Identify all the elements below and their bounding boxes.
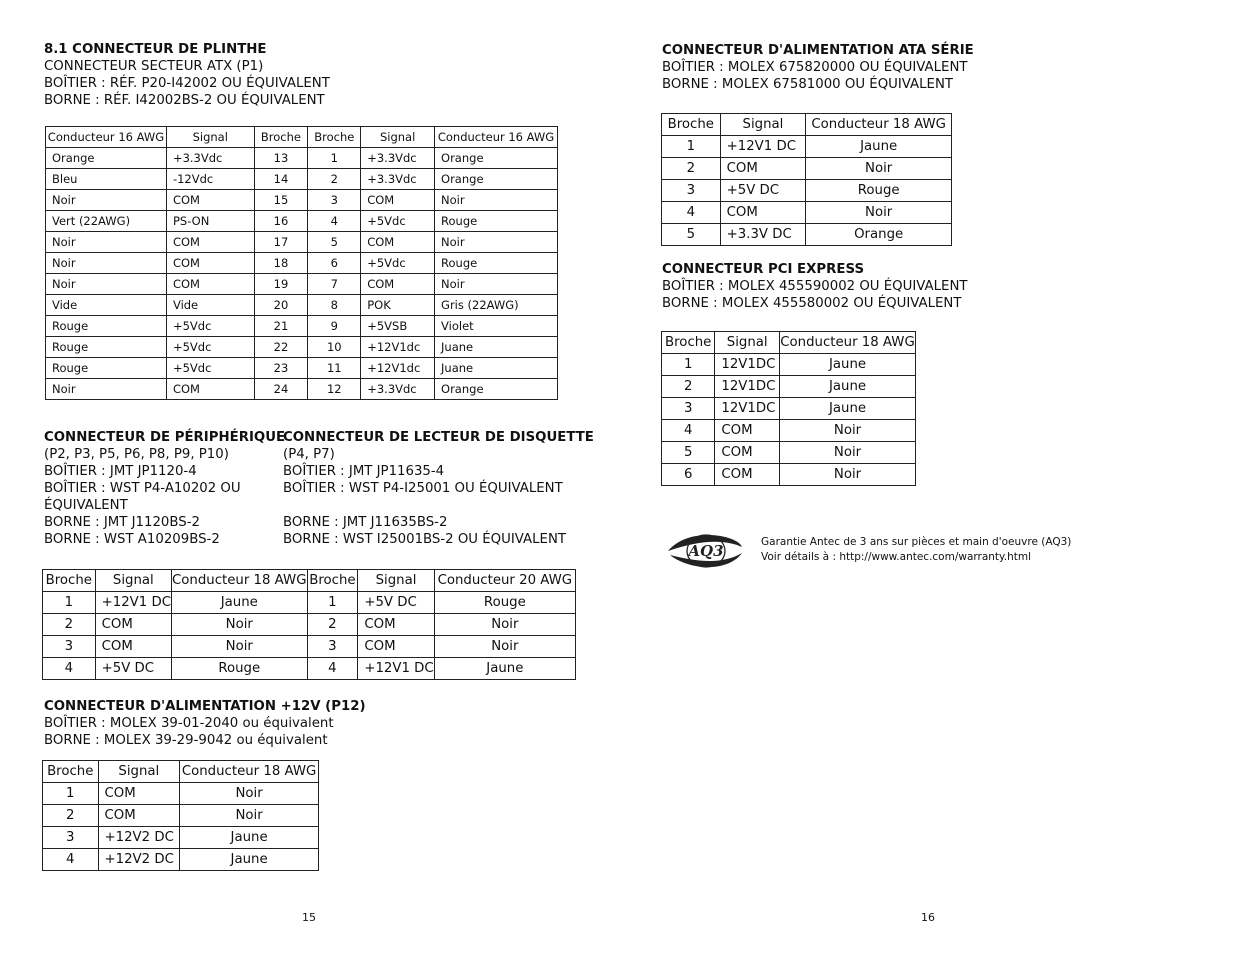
- table-cell: Noir: [780, 442, 916, 464]
- table-cell: 3: [662, 180, 721, 202]
- table-row: [662, 420, 916, 442]
- table-cell: 24: [254, 379, 308, 400]
- table-row: [43, 658, 576, 680]
- table-cell: 19: [254, 274, 308, 295]
- column-header: Conducteur 20 AWG: [434, 570, 575, 592]
- aq3-logo-icon: [664, 527, 746, 579]
- table-row: [662, 158, 952, 180]
- table-cell: COM: [358, 614, 434, 636]
- pcie-line: BORNE : MOLEX 455580002 OU ÉQUIVALENT: [662, 296, 962, 311]
- table-cell: Orange: [435, 379, 558, 400]
- peripherique-line: BORNE : JMT J1120BS-2: [44, 515, 200, 530]
- table-cell: 12V1DC: [715, 376, 780, 398]
- table-cell: 12: [308, 379, 361, 400]
- table-cell: 1: [308, 148, 361, 169]
- table-cell: +5Vdc: [361, 211, 435, 232]
- table-cell: COM: [361, 190, 435, 211]
- table-cell: Bleu: [46, 169, 167, 190]
- table-cell: Jaune: [180, 827, 319, 849]
- table-row: [43, 783, 319, 805]
- table-row: [662, 464, 916, 486]
- table-cell: Vert (22AWG): [46, 211, 167, 232]
- table-cell: 6: [662, 464, 715, 486]
- table-cell: Noir: [46, 190, 167, 211]
- table-header-row: [662, 332, 916, 354]
- warranty-line: Garantie Antec de 3 ans sur pièces et main d'oeuvre (AQ3): [761, 536, 1072, 548]
- table-cell: COM: [95, 636, 171, 658]
- table-cell: Juane: [435, 358, 558, 379]
- plinthe-line: BOÎTIER : RÉF. P20-I42002 OU ÉQUIVALENT: [44, 76, 330, 91]
- table-row: [46, 295, 558, 316]
- table-cell: 14: [254, 169, 308, 190]
- table-cell: 15: [254, 190, 308, 211]
- table-cell: Jaune: [434, 658, 575, 680]
- table-row: [43, 614, 576, 636]
- table-cell: 12V1DC: [715, 398, 780, 420]
- table-cell: 11: [308, 358, 361, 379]
- table-cell: 3: [662, 398, 715, 420]
- column-header: Signal: [720, 114, 806, 136]
- ata-pinout-table: [661, 113, 952, 246]
- table-cell: Noir: [180, 783, 319, 805]
- peripherique-line: ÉQUIVALENT: [44, 498, 128, 513]
- column-header: Conducteur 18 AWG: [180, 761, 319, 783]
- table-cell: 4: [307, 658, 358, 680]
- table-cell: +12V2 DC: [98, 849, 180, 871]
- column-header: Broche: [662, 114, 721, 136]
- table-row: [46, 337, 558, 358]
- table-row: [43, 849, 319, 871]
- table-cell: 3: [43, 636, 96, 658]
- table-cell: Vide: [46, 295, 167, 316]
- column-header: Signal: [166, 127, 254, 148]
- column-header: Signal: [361, 127, 435, 148]
- table-row: [46, 211, 558, 232]
- table-cell: 22: [254, 337, 308, 358]
- table-row: [46, 358, 558, 379]
- table-cell: Noir: [434, 614, 575, 636]
- column-header: Conducteur 18 AWG: [172, 570, 308, 592]
- table-cell: Noir: [435, 190, 558, 211]
- table-cell: POK: [361, 295, 435, 316]
- table-cell: COM: [166, 253, 254, 274]
- table-row: [43, 636, 576, 658]
- table-cell: Jaune: [780, 376, 916, 398]
- column-header: Broche: [307, 570, 358, 592]
- ata-section: [662, 42, 974, 93]
- peripherique-line: BOÎTIER : JMT JP1120-4: [44, 464, 197, 479]
- table-cell: Noir: [806, 158, 952, 180]
- table-cell: COM: [166, 190, 254, 211]
- table-cell: COM: [361, 274, 435, 295]
- table-cell: 12V1DC: [715, 354, 780, 376]
- p12-heading: CONNECTEUR D'ALIMENTATION +12V (P12): [44, 699, 366, 714]
- table-cell: +5Vdc: [361, 253, 435, 274]
- table-cell: COM: [715, 420, 780, 442]
- disquette-section: [283, 429, 594, 548]
- table-cell: Orange: [46, 148, 167, 169]
- table-row: [46, 169, 558, 190]
- table-cell: COM: [361, 232, 435, 253]
- table-cell: 5: [308, 232, 361, 253]
- table-cell: 2: [307, 614, 358, 636]
- table-cell: Rouge: [435, 253, 558, 274]
- column-header: Conducteur 16 AWG: [435, 127, 558, 148]
- table-cell: Rouge: [46, 337, 167, 358]
- table-cell: COM: [358, 636, 434, 658]
- ata-line: BOÎTIER : MOLEX 675820000 OU ÉQUIVALENT: [662, 60, 968, 75]
- table-cell: +3.3Vdc: [166, 148, 254, 169]
- table-cell: 2: [43, 805, 99, 827]
- table-row: [662, 354, 916, 376]
- table-cell: 18: [254, 253, 308, 274]
- table-cell: COM: [166, 379, 254, 400]
- table-cell: COM: [720, 158, 806, 180]
- table-row: [662, 180, 952, 202]
- table-row: [46, 253, 558, 274]
- column-header: Broche: [662, 332, 715, 354]
- plinthe-heading: 8.1 CONNECTEUR DE PLINTHE: [44, 42, 267, 57]
- table-cell: Orange: [806, 224, 952, 246]
- table-cell: +5V DC: [358, 592, 434, 614]
- table-cell: COM: [166, 274, 254, 295]
- table-header-row: [46, 127, 558, 148]
- table-cell: 3: [43, 827, 99, 849]
- table-cell: COM: [166, 232, 254, 253]
- table-row: [43, 592, 576, 614]
- table-cell: 21: [254, 316, 308, 337]
- aq3-logo-text: AQ3: [688, 542, 724, 560]
- table-cell: Noir: [435, 274, 558, 295]
- table-row: [662, 398, 916, 420]
- table-cell: Noir: [46, 274, 167, 295]
- table-cell: 5: [662, 224, 721, 246]
- table-row: [662, 442, 916, 464]
- table-cell: +12V1dc: [361, 358, 435, 379]
- table-cell: +5Vdc: [166, 337, 254, 358]
- table-cell: COM: [715, 464, 780, 486]
- table-cell: 4: [43, 849, 99, 871]
- table-cell: +5V DC: [720, 180, 806, 202]
- table-cell: 8: [308, 295, 361, 316]
- table-cell: +3.3Vdc: [361, 379, 435, 400]
- table-cell: COM: [98, 805, 180, 827]
- table-cell: Noir: [46, 379, 167, 400]
- table-cell: -12Vdc: [166, 169, 254, 190]
- table-cell: COM: [98, 783, 180, 805]
- plinthe-section: [44, 41, 330, 109]
- table-cell: Jaune: [172, 592, 308, 614]
- table-row: [662, 202, 952, 224]
- column-header: Signal: [98, 761, 180, 783]
- p12-line: BOÎTIER : MOLEX 39-01-2040 ou équivalent: [44, 716, 334, 731]
- table-cell: 13: [254, 148, 308, 169]
- table-cell: COM: [715, 442, 780, 464]
- pcie-pinout-table: [661, 331, 916, 486]
- table-cell: COM: [720, 202, 806, 224]
- peripherique-line: BOÎTIER : WST P4-A10202 OU: [44, 481, 241, 496]
- column-header: Signal: [95, 570, 171, 592]
- table-cell: 2: [308, 169, 361, 190]
- table-cell: 1: [307, 592, 358, 614]
- column-header: Signal: [715, 332, 780, 354]
- table-cell: +12V1 DC: [720, 136, 806, 158]
- table-cell: 7: [308, 274, 361, 295]
- table-row: [662, 376, 916, 398]
- table-cell: 2: [662, 158, 721, 180]
- table-cell: 10: [308, 337, 361, 358]
- table-cell: +12V1dc: [361, 337, 435, 358]
- table-cell: 4: [662, 420, 715, 442]
- table-cell: 1: [43, 783, 99, 805]
- table-cell: Juane: [435, 337, 558, 358]
- table-cell: +12V1 DC: [358, 658, 434, 680]
- table-cell: 16: [254, 211, 308, 232]
- table-cell: +3.3Vdc: [361, 169, 435, 190]
- table-cell: Rouge: [46, 358, 167, 379]
- table-header-row: [662, 114, 952, 136]
- table-cell: 4: [43, 658, 96, 680]
- table-cell: Rouge: [46, 316, 167, 337]
- pcie-line: BOÎTIER : MOLEX 455590002 OU ÉQUIVALENT: [662, 279, 968, 294]
- column-header: Broche: [43, 761, 99, 783]
- table-cell: Orange: [435, 148, 558, 169]
- table-cell: Jaune: [180, 849, 319, 871]
- table-cell: +5VSB: [361, 316, 435, 337]
- peripherique-disquette-table: [42, 569, 576, 680]
- table-cell: Vide: [166, 295, 254, 316]
- plinthe-line: BORNE : RÉF. I42002BS-2 OU ÉQUIVALENT: [44, 93, 325, 108]
- table-cell: 1: [662, 136, 721, 158]
- table-row: [46, 274, 558, 295]
- table-row: [46, 379, 558, 400]
- disquette-line: BOÎTIER : JMT JP11635-4: [283, 464, 445, 479]
- p12-line: BORNE : MOLEX 39-29-9042 ou équivalent: [44, 733, 328, 748]
- table-cell: Orange: [435, 169, 558, 190]
- table-cell: 2: [662, 376, 715, 398]
- table-cell: Noir: [435, 232, 558, 253]
- table-header-row: [43, 761, 319, 783]
- peripherique-line: (P2, P3, P5, P6, P8, P9, P10): [44, 447, 229, 462]
- table-cell: Violet: [435, 316, 558, 337]
- table-cell: Rouge: [806, 180, 952, 202]
- table-row: [43, 805, 319, 827]
- pcie-heading: CONNECTEUR PCI EXPRESS: [662, 262, 865, 277]
- table-cell: 4: [308, 211, 361, 232]
- table-header-row: [43, 570, 576, 592]
- table-row: [662, 224, 952, 246]
- table-row: [46, 190, 558, 211]
- table-row: [46, 316, 558, 337]
- table-cell: Rouge: [435, 211, 558, 232]
- table-cell: 17: [254, 232, 308, 253]
- table-cell: 5: [662, 442, 715, 464]
- disquette-line: (P4, P7): [283, 447, 335, 462]
- table-row: [662, 136, 952, 158]
- table-cell: 20: [254, 295, 308, 316]
- column-header: Broche: [254, 127, 308, 148]
- table-cell: 9: [308, 316, 361, 337]
- table-row: [46, 148, 558, 169]
- table-cell: +5Vdc: [166, 316, 254, 337]
- table-cell: 6: [308, 253, 361, 274]
- table-cell: Noir: [434, 636, 575, 658]
- table-cell: +5V DC: [95, 658, 171, 680]
- warranty-link: Voir détails à : http://www.antec.com/warranty.html: [761, 551, 1032, 563]
- table-cell: Noir: [46, 232, 167, 253]
- table-cell: PS-ON: [166, 211, 254, 232]
- table-cell: Noir: [780, 464, 916, 486]
- column-header: Conducteur 16 AWG: [46, 127, 167, 148]
- table-cell: 3: [308, 190, 361, 211]
- p12-section: [44, 698, 366, 749]
- plinthe-line: CONNECTEUR SECTEUR ATX (P1): [44, 59, 264, 74]
- table-cell: 4: [662, 202, 721, 224]
- table-cell: Jaune: [780, 354, 916, 376]
- column-header: Broche: [43, 570, 96, 592]
- column-header: Signal: [358, 570, 434, 592]
- table-cell: Rouge: [172, 658, 308, 680]
- disquette-heading: CONNECTEUR DE LECTEUR DE DISQUETTE: [283, 430, 594, 445]
- table-cell: Noir: [806, 202, 952, 224]
- disquette-line: BORNE : JMT J11635BS-2: [283, 515, 448, 530]
- peripherique-heading: CONNECTEUR DE PÉRIPHÉRIQUE: [44, 430, 286, 445]
- table-cell: +12V1 DC: [95, 592, 171, 614]
- ata-heading: CONNECTEUR D'ALIMENTATION ATA SÉRIE: [662, 43, 974, 58]
- column-header: Conducteur 18 AWG: [780, 332, 916, 354]
- table-cell: Jaune: [780, 398, 916, 420]
- table-cell: 23: [254, 358, 308, 379]
- table-cell: COM: [95, 614, 171, 636]
- atx-pinout-table: [45, 126, 558, 400]
- table-cell: Noir: [780, 420, 916, 442]
- table-cell: 2: [43, 614, 96, 636]
- ata-line: BORNE : MOLEX 67581000 OU ÉQUIVALENT: [662, 77, 954, 92]
- page-number-right: 16: [921, 911, 935, 924]
- table-cell: Noir: [180, 805, 319, 827]
- p12-pinout-table: [42, 760, 319, 871]
- table-cell: +3.3Vdc: [361, 148, 435, 169]
- table-cell: Rouge: [434, 592, 575, 614]
- disquette-line: BOÎTIER : WST P4-I25001 OU ÉQUIVALENT: [283, 481, 563, 496]
- table-cell: Noir: [46, 253, 167, 274]
- table-cell: 1: [662, 354, 715, 376]
- table-cell: Jaune: [806, 136, 952, 158]
- pcie-section: [662, 261, 968, 312]
- table-row: [43, 827, 319, 849]
- page-number-left: 15: [302, 911, 316, 924]
- table-cell: 1: [43, 592, 96, 614]
- table-cell: 3: [307, 636, 358, 658]
- peripherique-section: [44, 429, 285, 548]
- disquette-line: BORNE : WST I25001BS-2 OU ÉQUIVALENT: [283, 532, 567, 547]
- column-header: Broche: [308, 127, 361, 148]
- table-cell: Noir: [172, 614, 308, 636]
- table-cell: +5Vdc: [166, 358, 254, 379]
- column-header: Conducteur 18 AWG: [806, 114, 952, 136]
- table-cell: +12V2 DC: [98, 827, 180, 849]
- table-cell: +3.3V DC: [720, 224, 806, 246]
- table-cell: Noir: [172, 636, 308, 658]
- table-cell: Gris (22AWG): [435, 295, 558, 316]
- warranty-note: [761, 535, 1071, 565]
- peripherique-line: BORNE : WST A10209BS-2: [44, 532, 220, 547]
- table-row: [46, 232, 558, 253]
